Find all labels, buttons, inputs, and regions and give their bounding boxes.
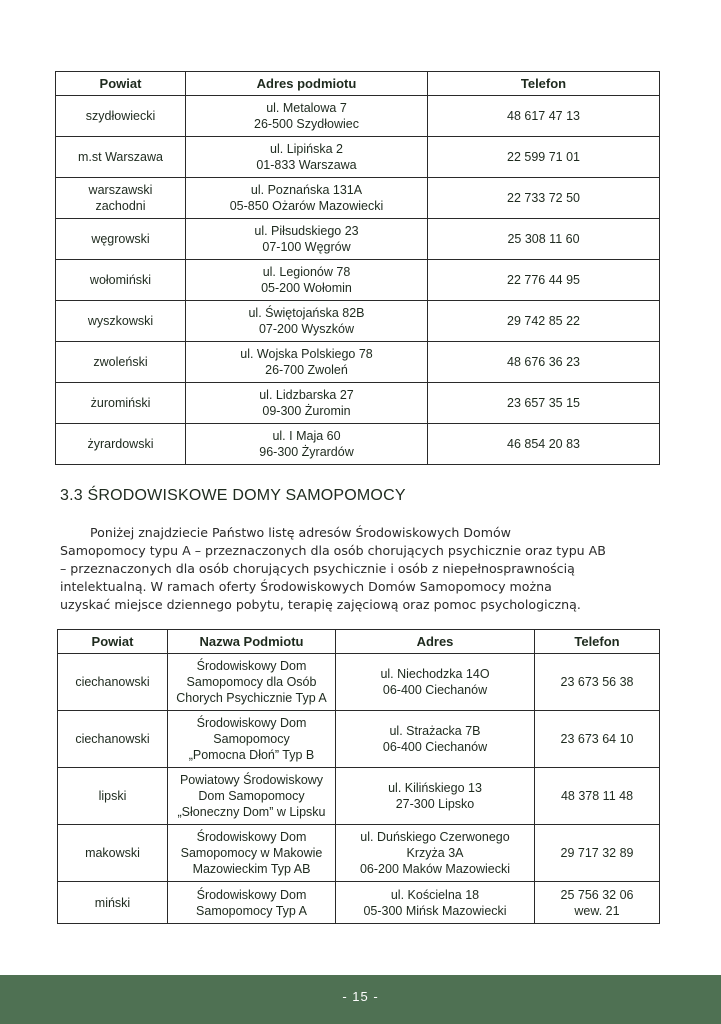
intro-line: – przeznaczonych dla osób chorujących psychicznie i osób z niepełnosprawnością xyxy=(60,561,575,576)
cell-powiat: żuromiński xyxy=(56,383,186,424)
cell-powiat: ciechanowski xyxy=(58,711,168,768)
cell-name: Powiatowy Środowiskowy Dom Samopomocy „Słoneczny Dom” w Lipsku xyxy=(168,768,336,825)
cell-address: ul. Piłsudskiego 23 07-100 Węgrów xyxy=(186,219,428,260)
cell-powiat: lipski xyxy=(58,768,168,825)
column-header-telefon: Telefon xyxy=(428,72,660,96)
cell-phone: 48 378 11 48 xyxy=(535,768,660,825)
column-header-telefon: Telefon xyxy=(535,630,660,654)
page-number: - 15 - xyxy=(342,989,379,1004)
cell-address: ul. Wojska Polskiego 78 26-700 Zwoleń xyxy=(186,342,428,383)
cell-powiat: wołomiński xyxy=(56,260,186,301)
cell-powiat: szydłowiecki xyxy=(56,96,186,137)
cell-name: Środowiskowy Dom Samopomocy „Pomocna Dłoń” Typ B xyxy=(168,711,336,768)
intro-line: Samopomocy typu A – przeznaczonych dla osób chorujących psychicznie oraz typu AB xyxy=(60,543,606,558)
cell-phone: 48 617 47 13 xyxy=(428,96,660,137)
table-row xyxy=(58,882,660,924)
cell-address: ul. Metalowa 7 26-500 Szydłowiec xyxy=(186,96,428,137)
cell-address: ul. Lipińska 2 01-833 Warszawa xyxy=(186,137,428,178)
cell-name: Środowiskowy Dom Samopomocy Typ A xyxy=(168,882,336,924)
table-row xyxy=(56,96,660,137)
table-row xyxy=(56,424,660,465)
cell-phone: 23 673 64 10 xyxy=(535,711,660,768)
cell-address: ul. Strażacka 7B 06-400 Ciechanów xyxy=(336,711,535,768)
intro-line: intelektualną. W ramach oferty Środowiskowych Domów Samopomocy można xyxy=(60,579,552,594)
cell-phone: 22 776 44 95 xyxy=(428,260,660,301)
table-row xyxy=(56,178,660,219)
column-header-powiat: Powiat xyxy=(56,72,186,96)
cell-address: ul. I Maja 60 96-300 Żyrardów xyxy=(186,424,428,465)
cell-address: ul. Legionów 78 05-200 Wołomin xyxy=(186,260,428,301)
table-row xyxy=(58,711,660,768)
table-row xyxy=(56,383,660,424)
column-header-nazwa: Nazwa Podmiotu xyxy=(168,630,336,654)
cell-name: Środowiskowy Dom Samopomocy dla Osób Chorych Psychicznie Typ A xyxy=(168,654,336,711)
cell-phone: 23 657 35 15 xyxy=(428,383,660,424)
cell-phone: 29 742 85 22 xyxy=(428,301,660,342)
column-header-adres: Adres podmiotu xyxy=(186,72,428,96)
cell-phone: 25 308 11 60 xyxy=(428,219,660,260)
cell-phone: 23 673 56 38 xyxy=(535,654,660,711)
cell-phone: 22 733 72 50 xyxy=(428,178,660,219)
table-row xyxy=(58,768,660,825)
intro-paragraph xyxy=(60,524,664,614)
section-heading: 3.3 ŚRODOWISKOWE DOMY SAMOPOMOCY xyxy=(60,487,406,504)
cell-powiat: żyrardowski xyxy=(56,424,186,465)
cell-address: ul. Kilińskiego 13 27-300 Lipsko xyxy=(336,768,535,825)
cell-phone: 25 756 32 06 wew. 21 xyxy=(535,882,660,924)
cell-powiat: m.st Warszawa xyxy=(56,137,186,178)
cell-powiat: warszawski zachodni xyxy=(56,178,186,219)
table-row xyxy=(56,137,660,178)
cell-address: ul. Świętojańska 82B 07-200 Wyszków xyxy=(186,301,428,342)
cell-powiat: miński xyxy=(58,882,168,924)
self-help-homes-table xyxy=(57,629,660,924)
intro-line-text: Poniżej znajdziecie Państwo listę adresów Środowiskowych Domów xyxy=(90,525,511,540)
cell-phone: 29 717 32 89 xyxy=(535,825,660,882)
table-row xyxy=(56,342,660,383)
column-header-adres: Adres xyxy=(336,630,535,654)
table-row xyxy=(56,219,660,260)
cell-powiat: ciechanowski xyxy=(58,654,168,711)
table-header-row xyxy=(58,630,660,654)
cell-phone: 46 854 20 83 xyxy=(428,424,660,465)
cell-powiat: węgrowski xyxy=(56,219,186,260)
table-row xyxy=(58,654,660,711)
cell-name: Środowiskowy Dom Samopomocy w Makowie Mazowieckim Typ AB xyxy=(168,825,336,882)
table-row xyxy=(56,301,660,342)
cell-powiat: zwoleński xyxy=(56,342,186,383)
cell-phone: 22 599 71 01 xyxy=(428,137,660,178)
cell-address: ul. Kościelna 18 05-300 Mińsk Mazowiecki xyxy=(336,882,535,924)
cell-phone: 48 676 36 23 xyxy=(428,342,660,383)
table-row xyxy=(58,825,660,882)
cell-address: ul. Duńskiego Czerwonego Krzyża 3A 06-200 Maków Mazowiecki xyxy=(336,825,535,882)
intro-line: uzyskać miejsce dziennego pobytu, terapię zajęciową oraz pomoc psychologiczną. xyxy=(60,597,581,612)
cell-address: ul. Niechodzka 14O 06-400 Ciechanów xyxy=(336,654,535,711)
cell-powiat: makowski xyxy=(58,825,168,882)
table-row xyxy=(56,260,660,301)
powiat-address-table xyxy=(55,71,660,465)
cell-address: ul. Poznańska 131A 05-850 Ożarów Mazowiecki xyxy=(186,178,428,219)
column-header-powiat: Powiat xyxy=(58,630,168,654)
table-header-row xyxy=(56,72,660,96)
cell-address: ul. Lidzbarska 27 09-300 Żuromin xyxy=(186,383,428,424)
cell-powiat: wyszkowski xyxy=(56,301,186,342)
intro-line xyxy=(60,524,664,542)
